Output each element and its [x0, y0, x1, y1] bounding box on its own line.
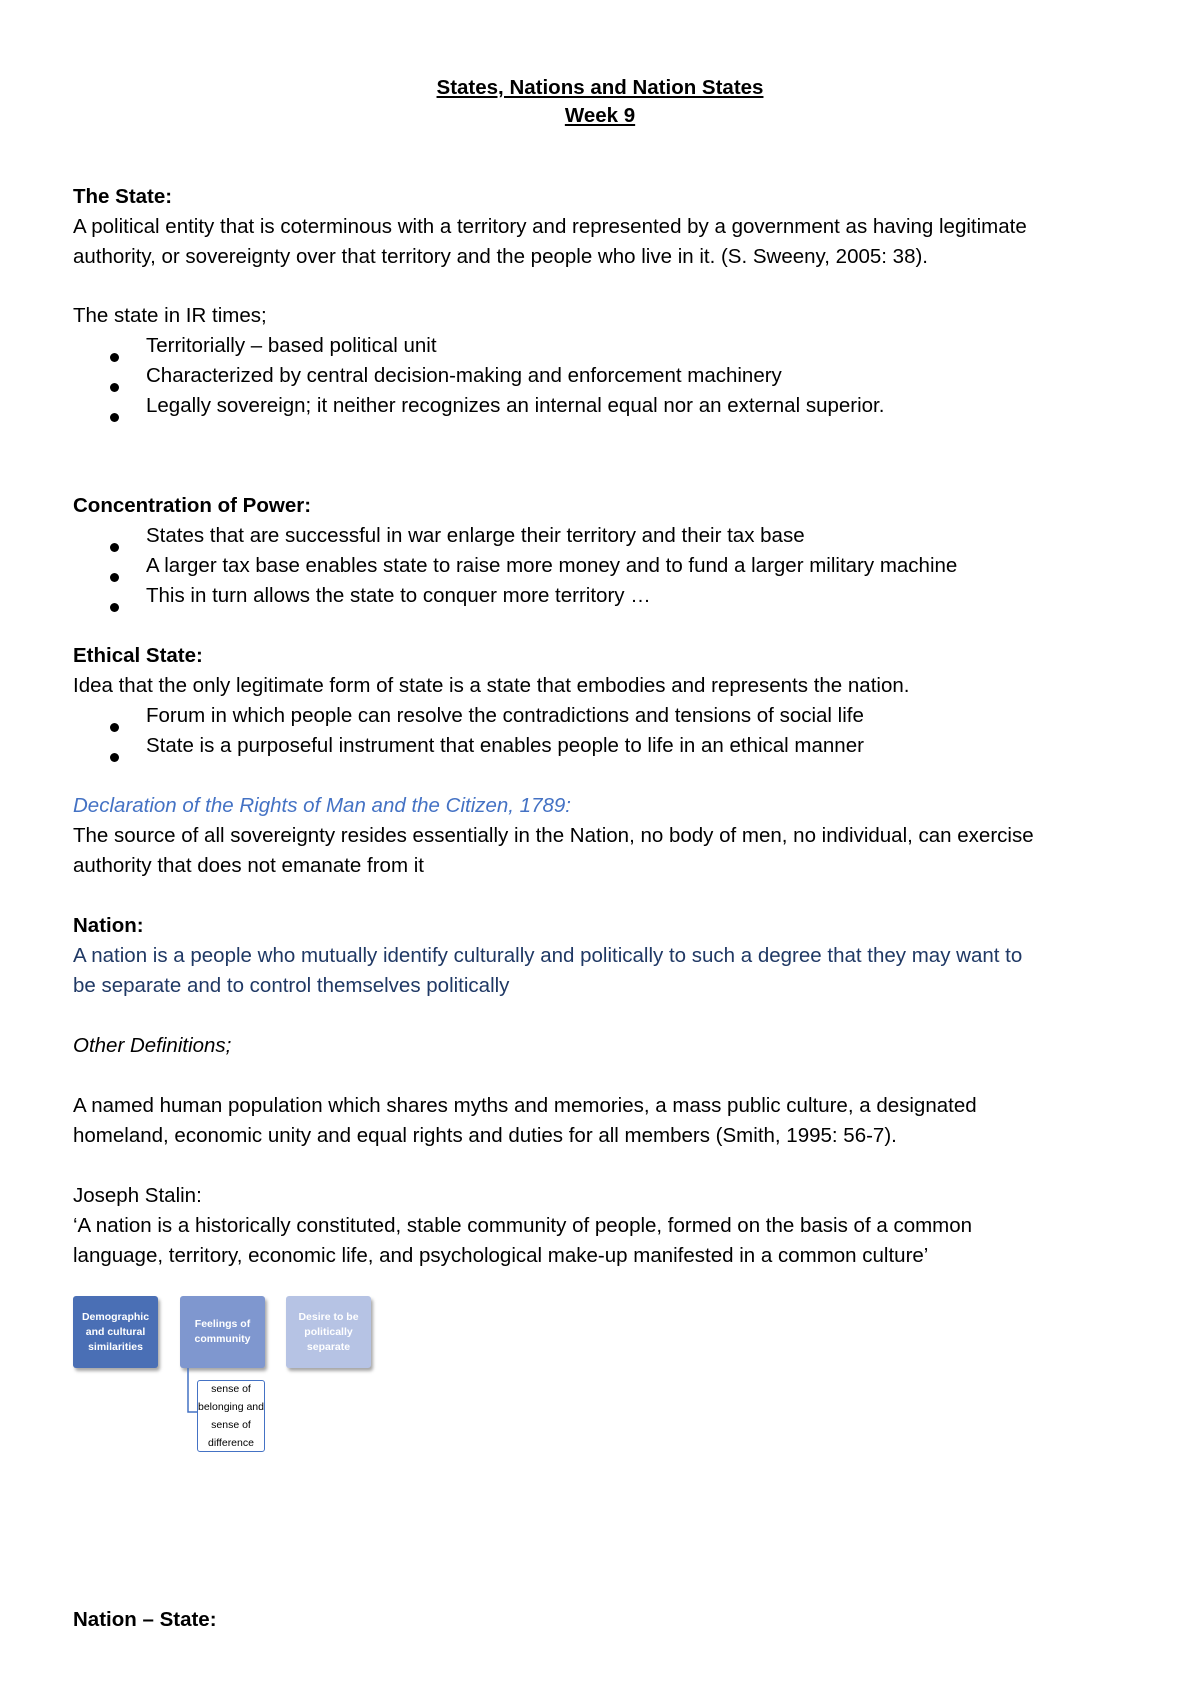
- nation-definition-line-1: A nation is a people who mutually identify culturally and politically to such a degree that they may want to: [73, 944, 1023, 967]
- nation-definition-line-2: be separate and to control themselves politically: [73, 974, 510, 997]
- ir-bullet-1: Territorially – based political unit: [146, 334, 437, 357]
- stalin-quote-line-2: language, territory, economic life, and psychological make-up manifested in a common culture’: [73, 1244, 929, 1267]
- state-definition-line-1: A political entity that is coterminous with a territory and represented by a government as having legitimate: [73, 215, 1027, 238]
- ir-intro: The state in IR times;: [73, 304, 267, 327]
- ethical-heading: Ethical State:: [73, 644, 203, 667]
- ethical-intro: Idea that the only legitimate form of state is a state that embodies and represents the nation.: [73, 674, 910, 697]
- bullet-dot: [110, 753, 119, 762]
- state-definition-line-2: authority, or sovereignty over that territory and the people who live in it. (S. Sweeny, 2005: 38).: [73, 245, 928, 268]
- nation-state-heading: Nation – State:: [73, 1608, 217, 1631]
- ethical-bullet-1: Forum in which people can resolve the contradictions and tensions of social life: [146, 704, 864, 727]
- bullet-dot: [110, 413, 119, 422]
- power-bullet-2: A larger tax base enables state to raise more money and to fund a larger military machine: [146, 554, 958, 577]
- bullet-dot: [110, 573, 119, 582]
- document-subtitle: Week 9: [564, 104, 636, 127]
- declaration-heading: Declaration of the Rights of Man and the Citizen, 1789:: [73, 794, 571, 817]
- stalin-quote-line-1: ‘A nation is a historically constituted, stable community of people, formed on the basis of a common: [73, 1214, 973, 1237]
- ir-bullet-2: Characterized by central decision-making and enforcement machinery: [146, 364, 782, 387]
- diagram-box-demographic: Demographic and cultural similarities: [73, 1296, 158, 1368]
- power-bullet-1: States that are successful in war enlarge their territory and their tax base: [146, 524, 805, 547]
- nation-heading: Nation:: [73, 914, 144, 937]
- document-title: States, Nations and Nation States: [436, 76, 764, 99]
- diagram-subbox-belonging: sense of belonging and sense of difference: [197, 1380, 265, 1452]
- stalin-heading: Joseph Stalin:: [73, 1184, 202, 1207]
- smith-definition-line-1: A named human population which shares myths and memories, a mass public culture, a designated: [73, 1094, 977, 1117]
- bullet-dot: [110, 543, 119, 552]
- declaration-line-2: authority that does not emanate from it: [73, 854, 424, 877]
- bullet-dot: [110, 353, 119, 362]
- declaration-line-1: The source of all sovereignty resides essentially in the Nation, no body of men, no individual, can exercise: [73, 824, 1034, 847]
- power-bullet-3: This in turn allows the state to conquer more territory …: [146, 584, 651, 607]
- bullet-dot: [110, 603, 119, 612]
- state-heading: The State:: [73, 185, 173, 208]
- power-heading: Concentration of Power:: [73, 494, 312, 517]
- bullet-dot: [110, 383, 119, 392]
- smith-definition-line-2: homeland, economic unity and equal rights and duties for all members (Smith, 1995: 56-7).: [73, 1124, 897, 1147]
- other-definitions-label: Other Definitions;: [73, 1034, 232, 1057]
- ir-bullet-3: Legally sovereign; it neither recognizes an internal equal nor an external superior.: [146, 394, 885, 417]
- diagram-box-community: Feelings of community: [180, 1296, 265, 1368]
- ethical-bullet-2: State is a purposeful instrument that enables people to life in an ethical manner: [146, 734, 864, 757]
- bullet-dot: [110, 723, 119, 732]
- diagram-box-separate: Desire to be politically separate: [286, 1296, 371, 1368]
